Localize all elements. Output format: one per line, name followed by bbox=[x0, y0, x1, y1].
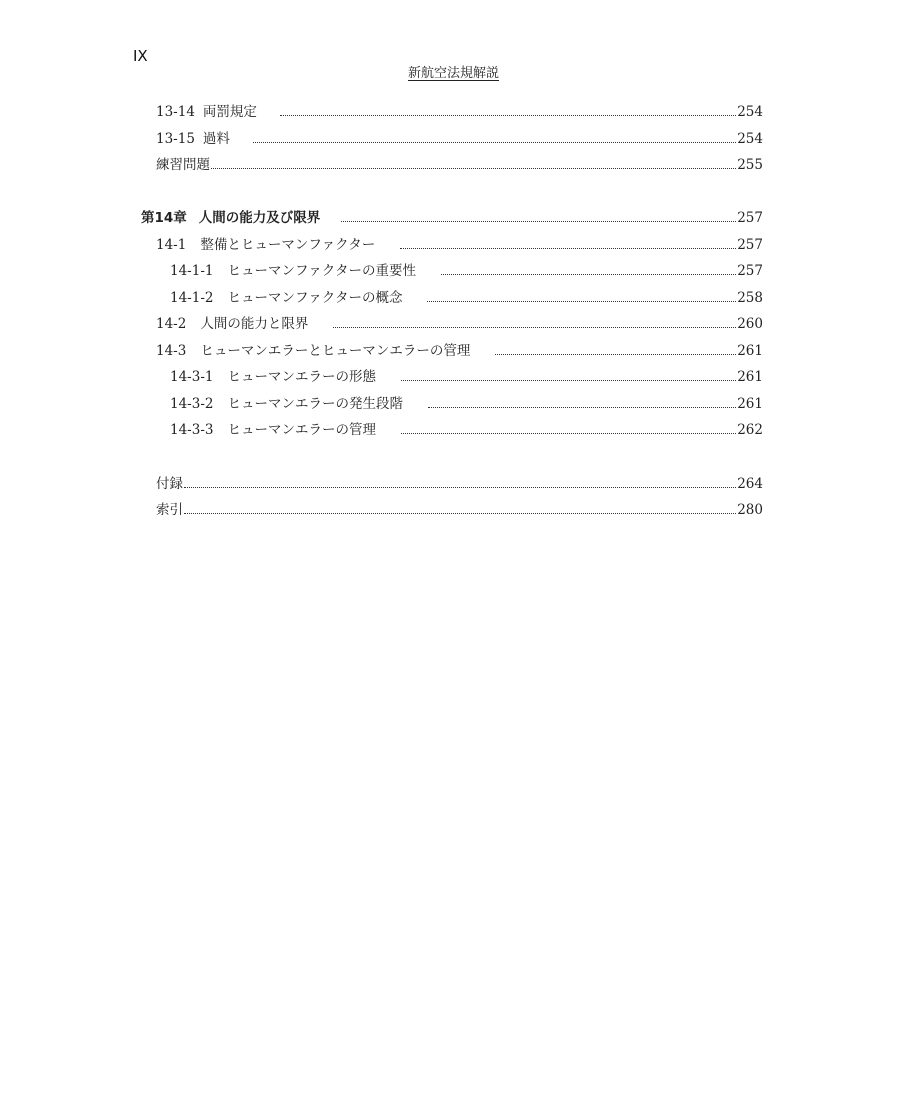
toc-entry-14-3-3[interactable] bbox=[170, 419, 763, 441]
dot-leader bbox=[184, 487, 736, 488]
page-number: IX bbox=[133, 47, 148, 65]
toc-entry-page: 261 bbox=[737, 396, 763, 412]
dot-leader bbox=[428, 407, 736, 408]
toc-entry-title: 整備とヒューマンファクター bbox=[200, 237, 376, 253]
dot-leader bbox=[253, 142, 736, 143]
dot-leader bbox=[280, 115, 736, 116]
running-head: 新航空法規解説 bbox=[408, 66, 500, 81]
toc-entry-appendix[interactable] bbox=[156, 473, 763, 495]
toc-entry-14-3[interactable] bbox=[156, 340, 763, 362]
toc-entry-index[interactable] bbox=[156, 499, 763, 521]
dot-leader bbox=[401, 433, 736, 434]
toc-entry-14-2[interactable] bbox=[156, 313, 763, 335]
toc-entry-title: ヒューマンエラーの管理 bbox=[227, 422, 376, 438]
toc-entry-page: 257 bbox=[737, 263, 763, 279]
toc-entry-title: 両罰規定 bbox=[202, 104, 257, 120]
toc-entry-title: ヒューマンファクターの概念 bbox=[227, 290, 403, 306]
toc-entry-number: 14-3-2 bbox=[170, 396, 214, 412]
toc-entry-number: 13-14 bbox=[156, 104, 195, 120]
toc-entry-page: 254 bbox=[737, 131, 763, 147]
dot-leader bbox=[427, 301, 736, 302]
toc-entry-title: 人間の能力と限界 bbox=[200, 316, 309, 332]
toc-entry-page: 257 bbox=[737, 210, 763, 226]
toc-entry-page: 280 bbox=[737, 502, 763, 518]
toc-entry-title: ヒューマンエラーとヒューマンエラーの管理 bbox=[200, 343, 471, 359]
dot-leader bbox=[211, 168, 736, 169]
toc-chapter-title: 人間の能力及び限界 bbox=[198, 210, 321, 226]
toc-entry-page: 257 bbox=[737, 237, 763, 253]
toc-entry-14-3-2[interactable] bbox=[170, 393, 763, 415]
toc-entry-number: 14-3-1 bbox=[170, 369, 214, 385]
dot-leader bbox=[184, 513, 736, 514]
toc-entry-page: 264 bbox=[737, 476, 763, 492]
toc-entry-page: 261 bbox=[737, 343, 763, 359]
toc-entry-number: 14-3 bbox=[156, 343, 187, 359]
toc-entry-title: 付録 bbox=[156, 476, 183, 492]
toc-entry-title: 過料 bbox=[202, 131, 230, 147]
dot-leader bbox=[333, 327, 736, 328]
toc-entry-13-14[interactable] bbox=[156, 101, 763, 123]
dot-leader bbox=[341, 221, 736, 222]
toc-entry-14-1[interactable] bbox=[156, 234, 763, 256]
toc-entry-page: 262 bbox=[737, 422, 763, 438]
toc-entry-chapter-14[interactable] bbox=[141, 207, 763, 229]
toc-entry-number: 14-3-3 bbox=[170, 422, 214, 438]
toc-entry-number: 14-1-2 bbox=[170, 290, 214, 306]
toc-entry-number: 13-15 bbox=[156, 131, 195, 147]
toc-entry-14-1-1[interactable] bbox=[170, 260, 763, 282]
dot-leader bbox=[401, 380, 736, 381]
toc-entry-number: 14-2 bbox=[156, 316, 187, 332]
toc-entry-13-15[interactable] bbox=[156, 128, 763, 150]
dot-leader bbox=[441, 274, 736, 275]
dot-leader bbox=[400, 248, 736, 249]
toc-entry-page: 254 bbox=[737, 104, 763, 120]
toc-entry-page: 258 bbox=[737, 290, 763, 306]
toc-entry-page: 261 bbox=[737, 369, 763, 385]
dot-leader bbox=[495, 354, 736, 355]
toc-chapter-number: 第14章 bbox=[141, 210, 187, 226]
toc-entry-title: ヒューマンファクターの重要性 bbox=[227, 263, 416, 279]
toc-entry-page: 260 bbox=[737, 316, 763, 332]
toc-entry-number: 14-1 bbox=[156, 237, 187, 253]
toc-entry-page: 255 bbox=[737, 157, 763, 173]
toc-entry-number: 14-1-1 bbox=[170, 263, 214, 279]
toc-entry-title: 練習問題 bbox=[156, 157, 210, 173]
toc-entry-14-3-1[interactable] bbox=[170, 366, 763, 388]
toc-entry-title: 索引 bbox=[156, 502, 183, 518]
toc-entry-title: ヒューマンエラーの形態 bbox=[227, 369, 376, 385]
toc-entry-exercises[interactable] bbox=[156, 154, 763, 176]
toc-entry-title: ヒューマンエラーの発生段階 bbox=[227, 396, 403, 412]
toc-entry-14-1-2[interactable] bbox=[170, 287, 763, 309]
